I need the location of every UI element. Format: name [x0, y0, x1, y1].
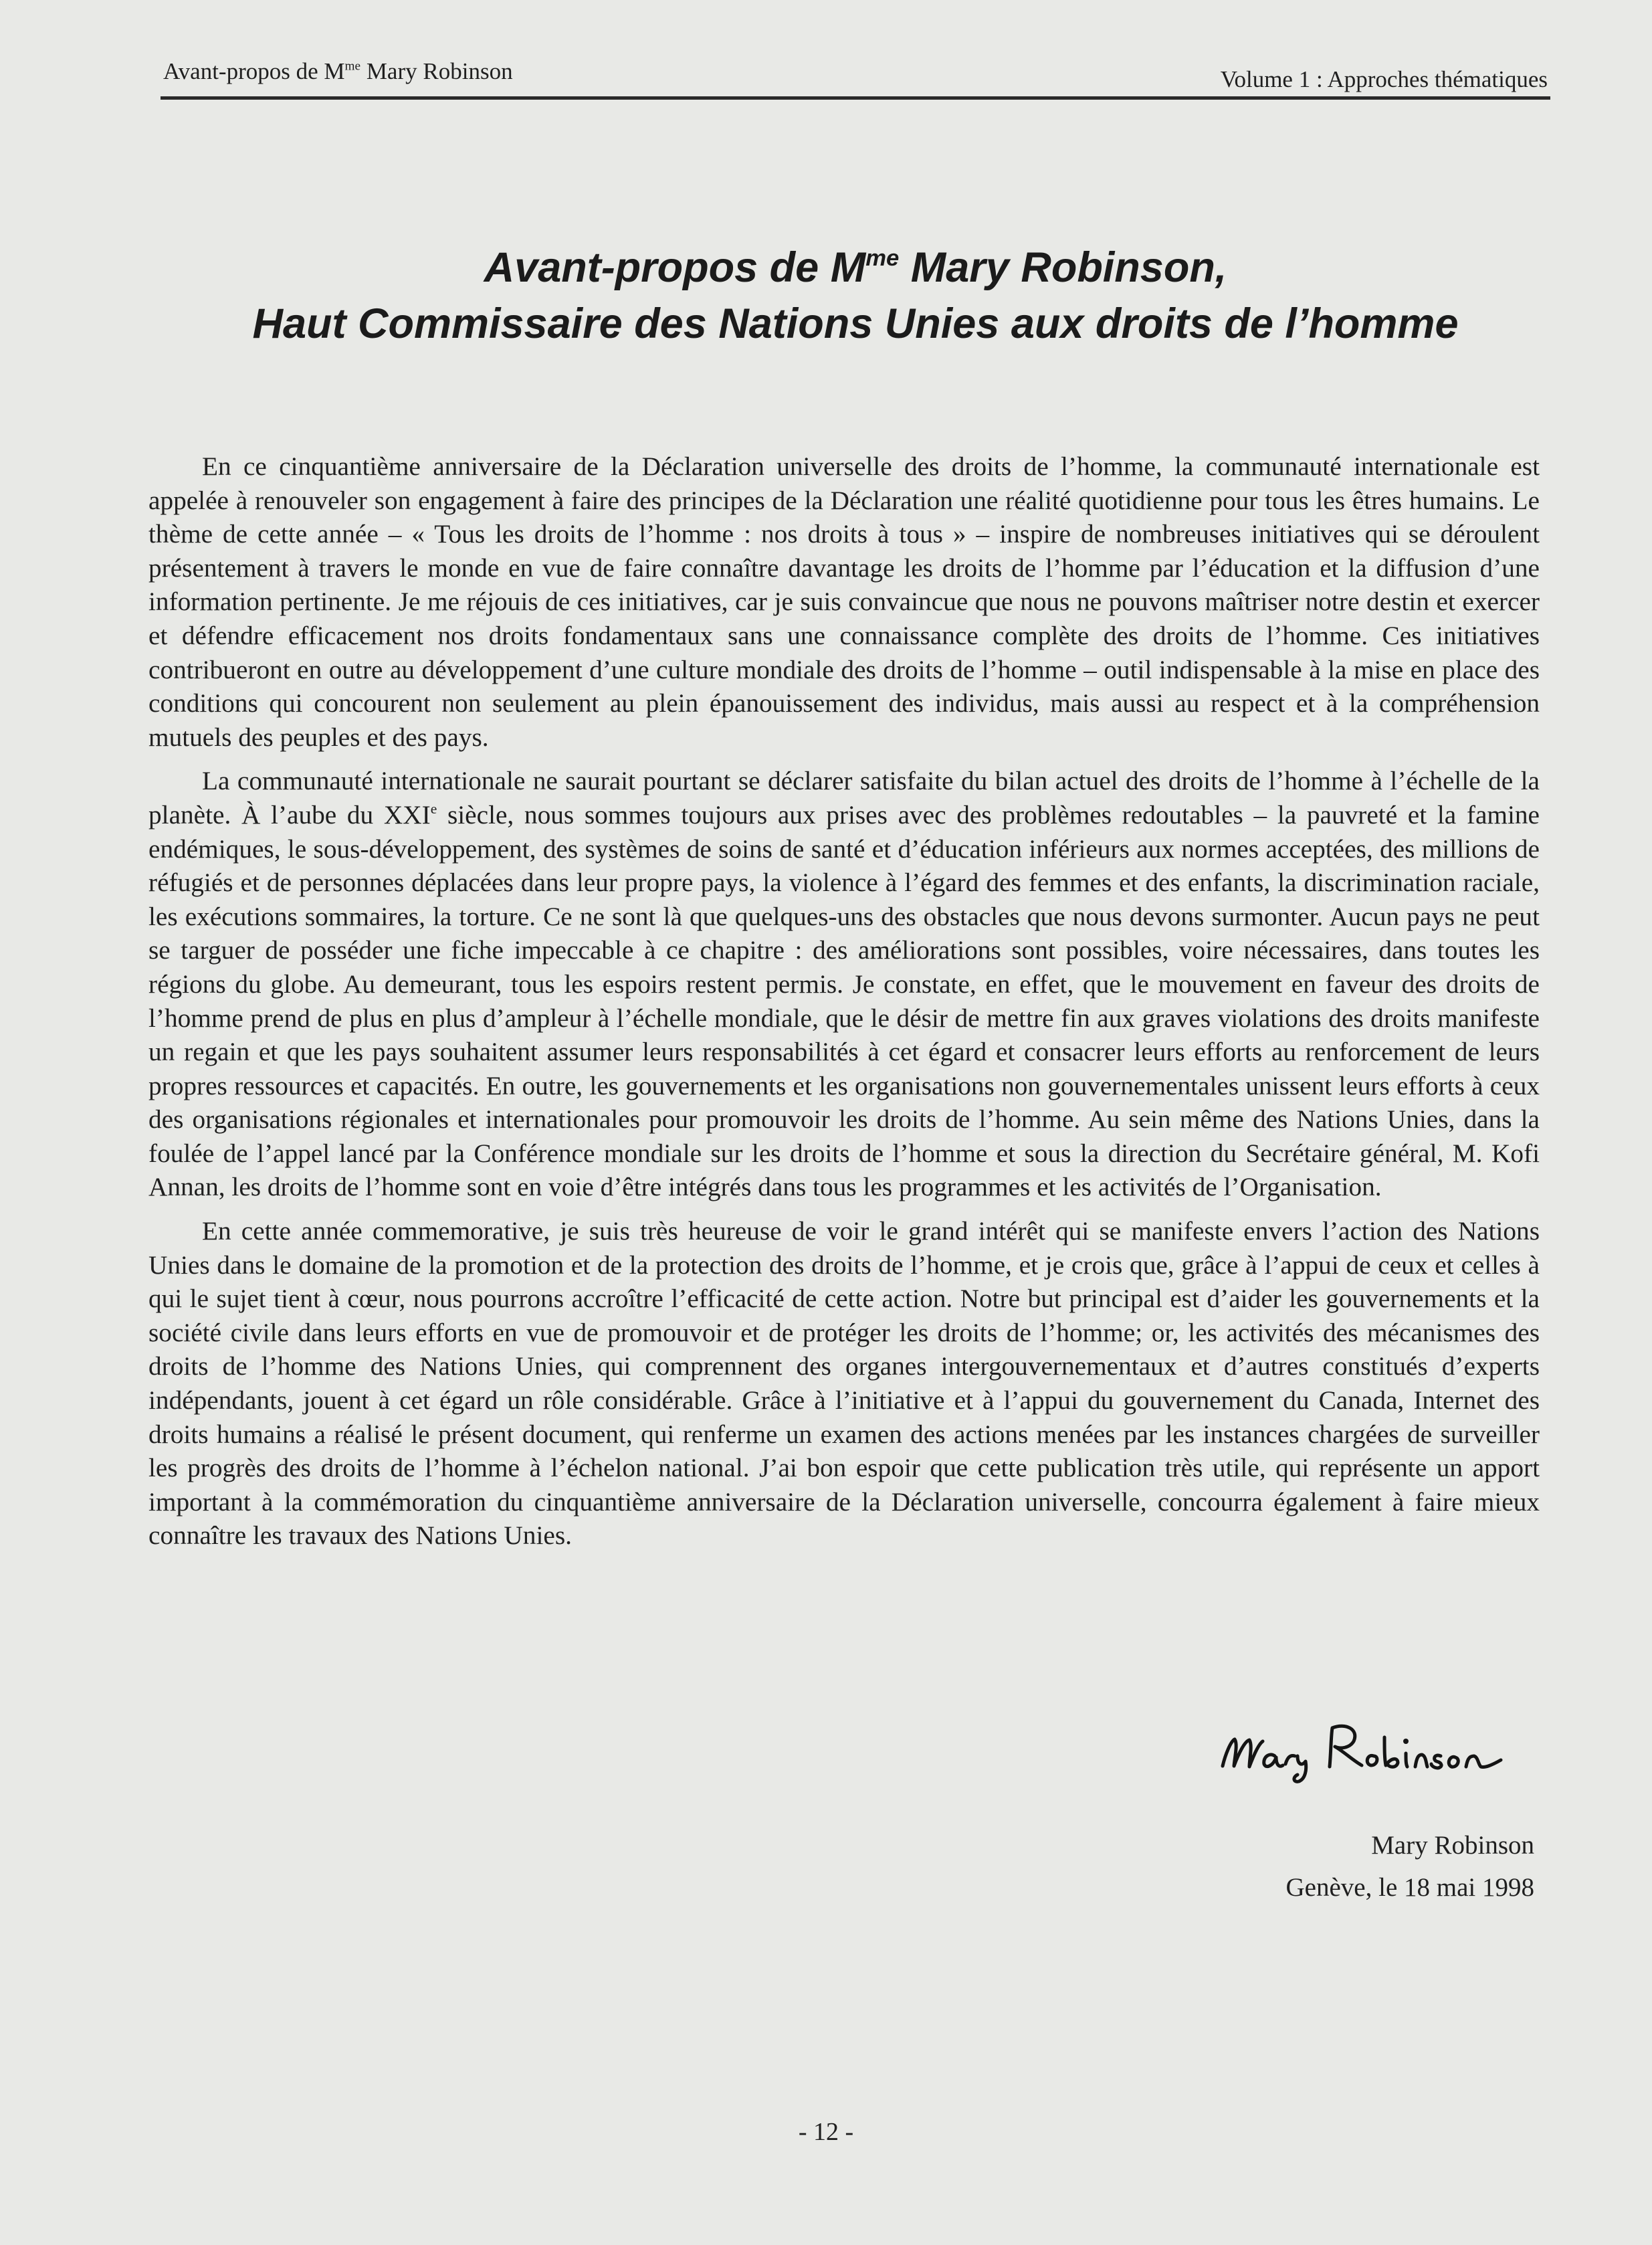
running-header — [161, 55, 1550, 100]
header-left-prefix: Avant-propos de M — [163, 58, 345, 84]
title-line-2: Haut Commissaire des Nations Unies aux droits de l’homme — [252, 300, 1459, 347]
handwritten-signature — [1216, 1702, 1524, 1789]
title-line1-suffix: Mary Robinson, — [899, 244, 1227, 291]
paragraph-2-sup: e — [430, 800, 437, 817]
paragraph-2-after: siècle, nous sommes toujours aux prises avec des problèmes redoutables – la pauvreté et la famine endémiques, le sous-développement, des systèmes de soins de santé et d’éducation inférieurs aux normes acceptées, des millions de réfugiés et de personnes déplacées dans leur propre pays, la violence à l’égard des femmes et des enfants, la discrimination raciale, les exécutions sommaires, la torture. Ce ne sont là que quelques-uns des obstacles que nous devons surmonter. Aucun pays ne peut se targuer de posséder une fiche impeccable à ce chapitre : des améliorations sont possibles, voire nécessaires, dans toutes les régions du globe. Au demeurant, tous les espoirs restent permis. Je constate, en effet, que le mouvement en faveur des droits de l’homme prend de plus en plus d’ampleur à l’échelle mondiale, que le désir de mettre fin aux graves violations des droits manifeste un regain et que les pays souhaitent assumer leurs responsabilités à cet égard et consacrer leurs efforts au renforcement de leurs propres ressources et capacités. En outre, les gouvernements et les organisations non gouvernementales unissent leurs efforts à ceux des organisations régionales et internationales pour promouvoir les droits de l’homme. Au sein même des Nations Unies, dans la foulée de l’appel lancé par la Conférence mondiale sur les droits de l’homme et sous la direction du Secrétaire général, M. Kofi Annan, les droits de l’homme sont en voie d’être intégrés dans tous les programmes et les activités de l’Organisation. — [148, 799, 1540, 1202]
header-left-suffix: Mary Robinson — [360, 58, 513, 84]
paragraph-2-before: La communauté internationale ne saurait pourtant se déclarer satisfaite du bilan actuel des droits de l’homme à l’échelle de la planète. À l’aube du XXI — [148, 766, 1540, 829]
header-left-sup: me — [344, 59, 361, 74]
title-line-1 — [161, 239, 1550, 296]
body-text — [148, 450, 1540, 1563]
header-right: Volume 1 : Approches thématiques — [1220, 66, 1548, 92]
paragraph-1: En ce cinquantième anniversaire de la Déclaration universelle des droits de l’homme, la communauté internationale est appelée à renouveler son engagement à faire des principes de la Déclaration une réalité quotidienne pour tous les êtres humains. Le thème de cette année – « Tous les droits de l’homme : nos droits à tous » – inspire de nombreuses initiatives qui se déroulent présentement à travers le monde en vue de faire connaître davantage les droits de l’homme par l’éducation et la diffusion d’une information pertinente. Je me réjouis de ces initiatives, car je suis convaincue que nous ne pouvons maîtriser notre destin et exercer et défendre efficacement nos droits fondamentaux sans une connaissance complète des droits de l’homme. Ces initiatives contribueront en outre au développement d’une culture mondiale des droits de l’homme – outil indispensable à la mise en place des conditions qui concourent non seulement au plein épanouissement des individus, mais aussi au respect et à la compréhension mutuels des peuples et des pays. — [148, 452, 1540, 752]
title-line1-prefix: Avant-propos de M — [484, 244, 866, 291]
header-left — [163, 55, 513, 88]
paragraph-2 — [148, 764, 1540, 1204]
title-line1-sup: me — [865, 245, 900, 271]
paragraph-3: En cette année commemorative, je suis très heureuse de voir le grand intérêt qui se manifeste envers l’action des Nations Unies dans le domaine de la promotion et de la protection des droits de l’homme, et je crois que, grâce à l’appui de ceux et celles à qui le sujet tient à cœur, nous pourrons accroître l’efficacité de cette action. Notre but principal est d’aider les gouvernements et la société civile dans leurs efforts en vue de promouvoir et de protéger les droits de l’homme; or, les activités des mécanismes des droits de l’homme des Nations Unies, qui comprennent des organes intergouvernementaux et d’autres constitués d’experts indépendants, jouent à cet égard un rôle considérable. Grâce à l’initiative et à l’appui du gouvernement du Canada, Internet des droits humains a réalisé le présent document, qui renferme un examen des actions menées par les instances chargées de surveiller les progrès des droits de l’homme à l’échelon national. J’ai bon espoir que cette publication très utile, qui représente un apport important à la commémoration du cinquantième anniversaire de la Déclaration universelle, concourra également à faire mieux connaître les travaux des Nations Unies. — [148, 1216, 1540, 1551]
page-number: - 12 - — [798, 2118, 854, 2146]
place-and-date: Genève, le 18 mai 1998 — [1285, 1873, 1534, 1902]
signatory-name: Mary Robinson — [1371, 1831, 1534, 1860]
page-title — [161, 239, 1550, 352]
